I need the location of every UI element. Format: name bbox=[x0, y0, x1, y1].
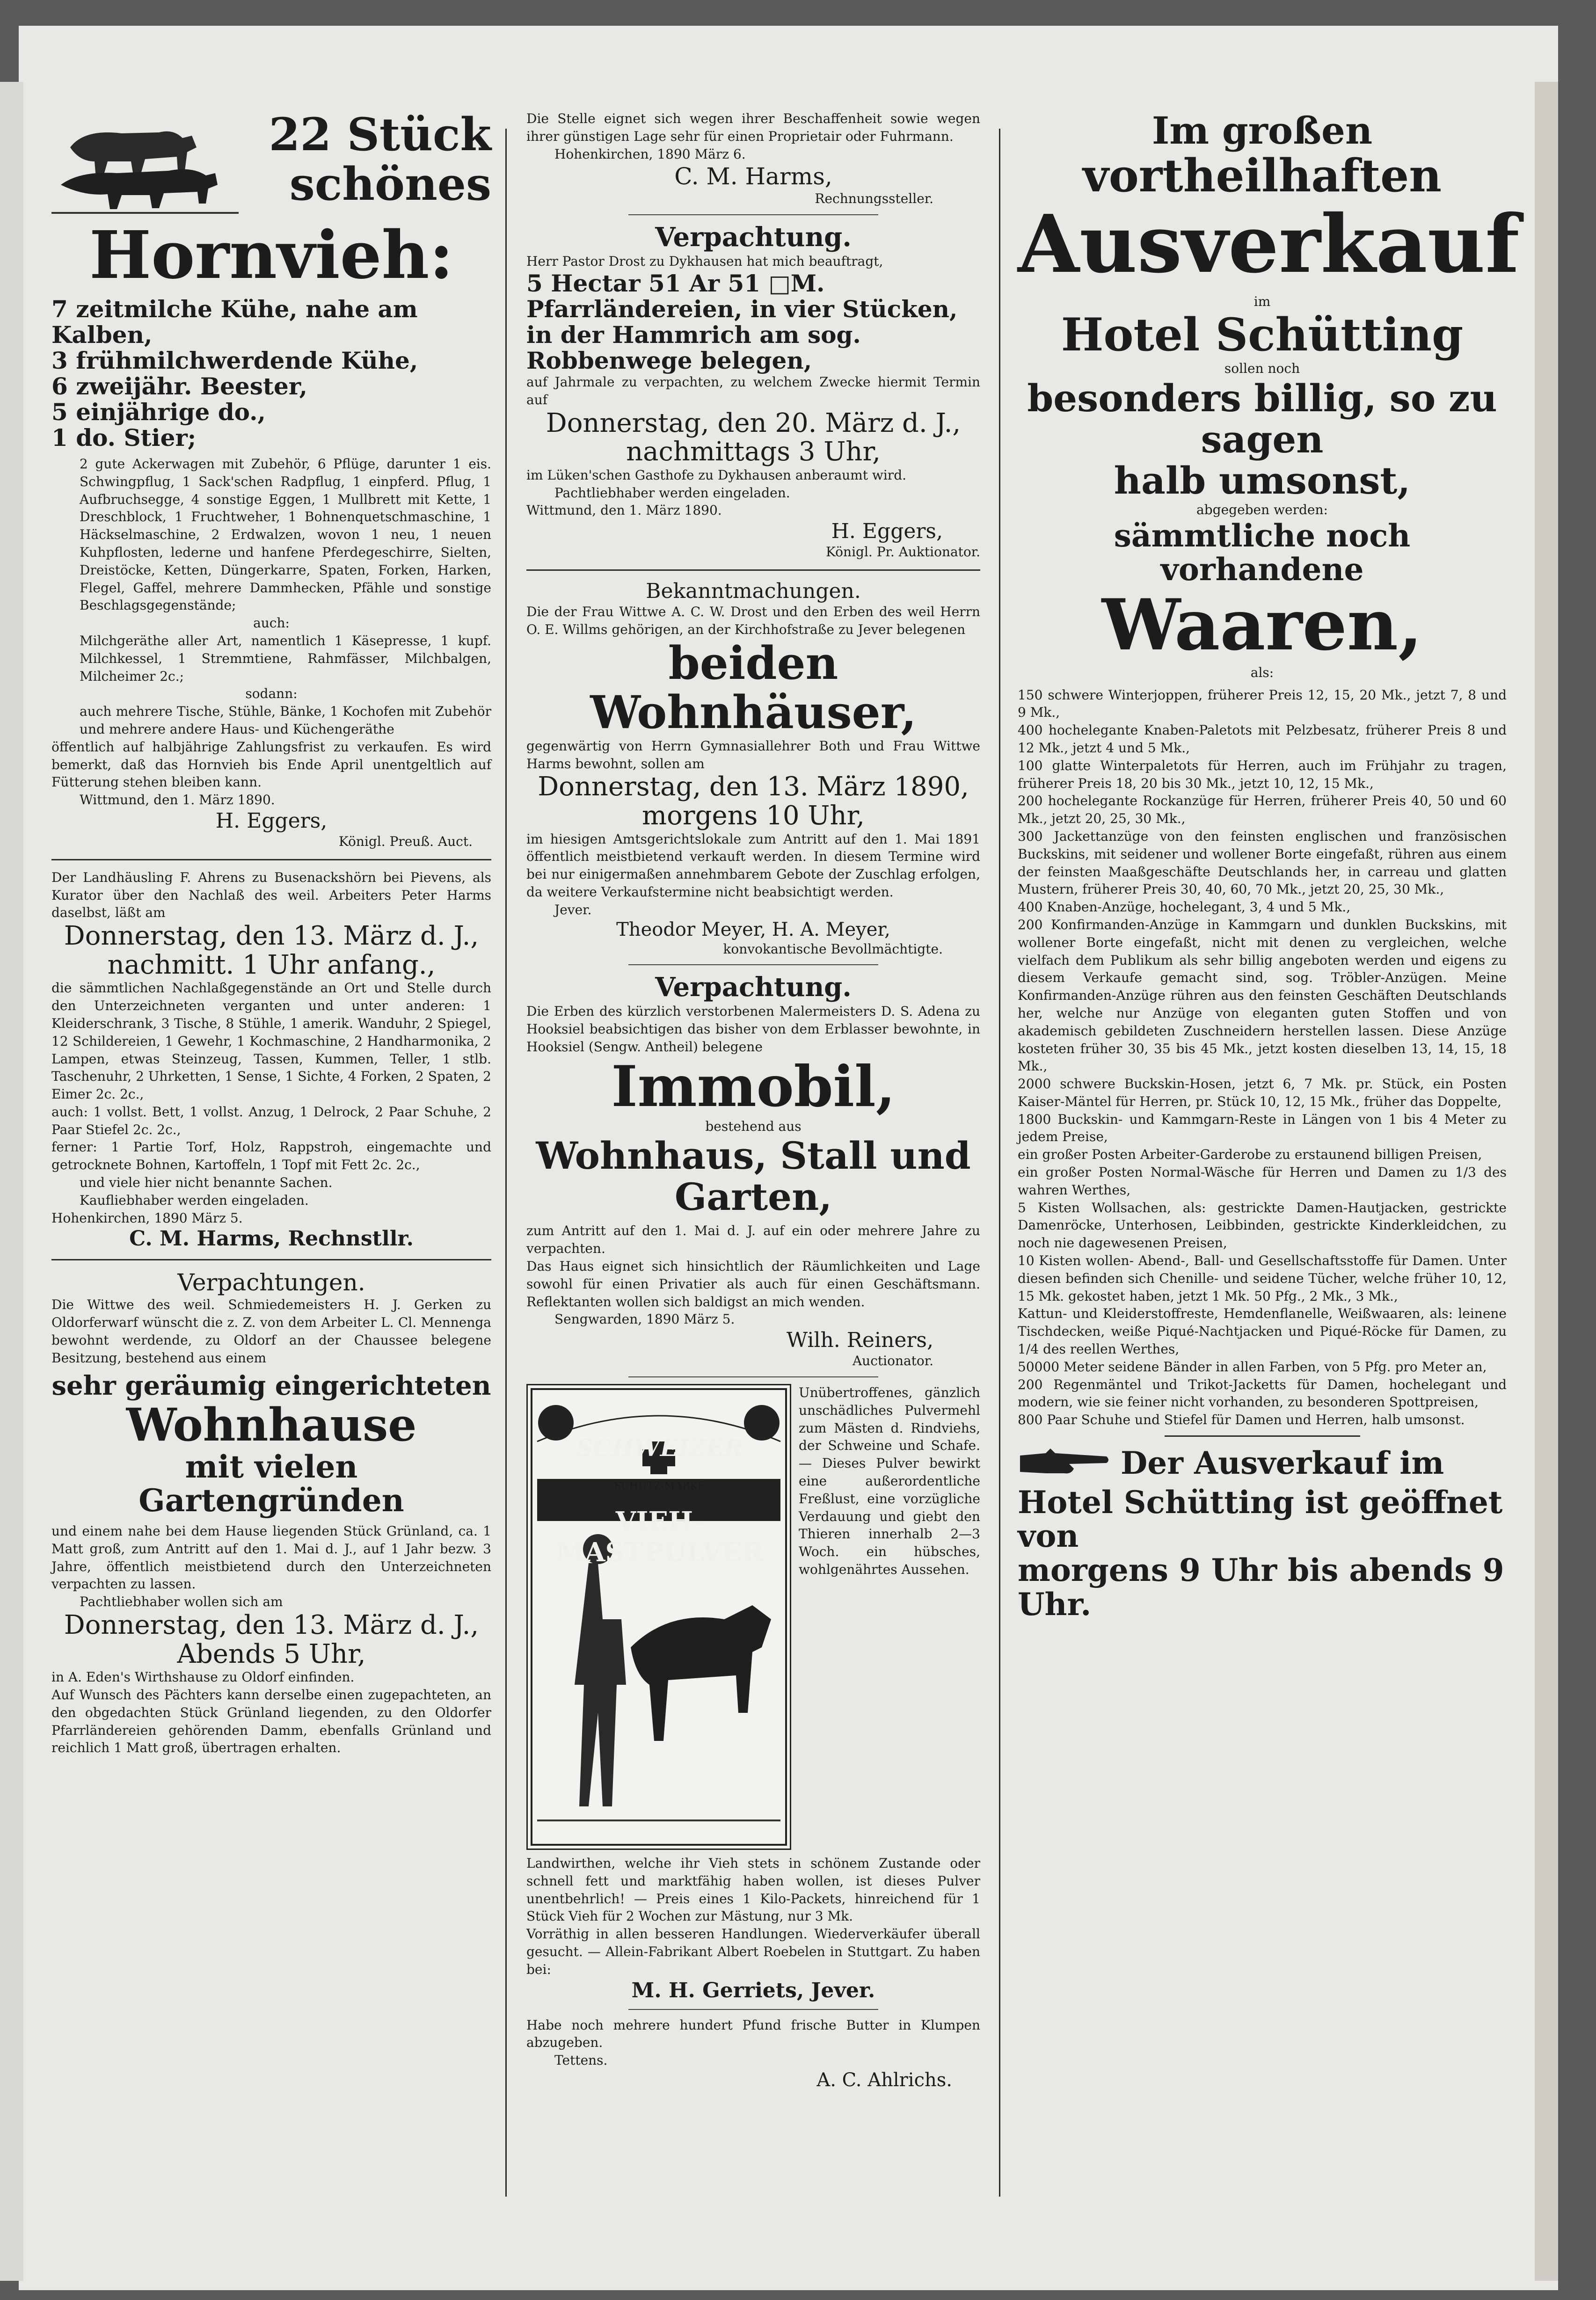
nachlass-date: Donnerstag, den 13. März d. J., bbox=[64, 921, 479, 952]
ausverkauf-item: 150 schwere Winterjoppen, früherer Preis 12, 15, 20 Mk., jetzt 7, 8 und 9 Mk., bbox=[1018, 687, 1507, 721]
divider bbox=[1165, 1435, 1360, 1437]
right-page-edge bbox=[1535, 82, 1558, 2281]
nachlass-ad bbox=[51, 869, 491, 1251]
ausverkauf-abgegeben: abgegeben werden: bbox=[1196, 502, 1328, 517]
nachlass-text: Kaufliebhaber werden eingeladen. bbox=[80, 1192, 309, 1208]
ausverkauf-im: im bbox=[1253, 293, 1271, 309]
verpachtung-date: Donnerstag, den 20. März d. J., bbox=[546, 408, 961, 438]
ausverkauf-item: 10 Kisten wollen- Abend-, Ball- und Gesellschaftsstoffe für Damen. Unter diesen befinden sich Chenille- und seidene Tücher, welche früher 10, 12, 15 Mk. gekostet haben, jetzt 1 Mk. 50 Pfg., 2 Mk., 3 Mk., bbox=[1018, 1253, 1507, 1304]
ausverkauf-item: 50000 Meter seidene Bänder in allen Farben, von 5 Pfg. pro Meter an, bbox=[1018, 1359, 1487, 1375]
verpachtungen-text: in A. Eden's Wirthshause zu Oldorf einfinden. bbox=[51, 1669, 355, 1685]
divider bbox=[51, 859, 491, 860]
bekanntmachungen-signature-title: konvokantische Bevollmächtigte. bbox=[723, 941, 943, 957]
verpachtungen-head: sehr geräumig eingerichteten bbox=[51, 1370, 491, 1401]
hornvieh-item: 3 frühmilchwerdende Kühe, bbox=[51, 347, 418, 374]
hornvieh-item: 5 einjährige do., bbox=[51, 398, 266, 426]
mastpulver-text: Landwirthen, welche ihr Vieh stets in schönem Zustande oder schnell fett und marktfähig haben wollen, ist dieses Pulver unentbehrlich! — Preis eines 1 Kilo-Packets, hinreichend für 1 Stück Vieh für 2 Wochen zur Mästung, nur 3 Mk. bbox=[526, 1856, 980, 1924]
bekanntmachungen-ad bbox=[526, 579, 980, 958]
nachlass-ferner: ferner: 1 Partie Torf, Holz, Rappstroh, eingemachte und getrocknete Bohnen, Kartoffeln, 1 Topf mit Fett 2c. 2c., bbox=[51, 1139, 491, 1173]
verpachtung-place: Wittmund, den 1. März 1890. bbox=[526, 502, 722, 518]
verpachtung-signature: H. Eggers, bbox=[831, 519, 943, 544]
butter-ad bbox=[526, 2016, 980, 2091]
mastpulver-brand: SCHWEIZER bbox=[576, 1434, 743, 1462]
column-rule bbox=[505, 129, 507, 2197]
verpachtungen-time: Abends 5 Uhr, bbox=[177, 1638, 366, 1669]
mastpulver-text: Vorräthig in allen besseren Handlungen. Wiederverkäufer überall gesucht. — Allein-Fabrikant Albert Roebelen in Stuttgart. Zu haben bei: bbox=[526, 1926, 980, 1977]
verpachtungen-title: Verpachtungen. bbox=[177, 1269, 365, 1296]
divider bbox=[628, 214, 878, 215]
hornvieh-auch: auch: bbox=[253, 615, 290, 631]
divider bbox=[526, 569, 980, 571]
verpachtung-text: im Lüken'schen Gasthofe zu Dykhausen anberaumt wird. bbox=[526, 467, 907, 483]
verpachtung2-text: zum Antritt auf den 1. Mai d. J. auf ein oder mehrere Jahre zu verpachten. bbox=[526, 1223, 980, 1257]
ausverkauf-item: 200 Regenmäntel und Trikot-Jacketts für Damen, hochelegant und modern, wie sie feiner nicht vorhanden, zu besonderen Spottpreisen, bbox=[1018, 1376, 1507, 1410]
verpachtung2-text: Die Erben des kürzlich verstorbenen Malermeisters D. S. Adena zu Hooksiel beabsichtigen das bisher von dem Erblasser bewohnte, in Hooksiel (Sengw. Antheil) belegene bbox=[526, 1004, 980, 1055]
verpachtung-time: nachmittags 3 Uhr, bbox=[626, 437, 881, 467]
mastpulver-brand2: VIEH-MASTPULVER bbox=[556, 1506, 764, 1568]
footer-line3: morgens 9 Uhr bis abends 9 Uhr. bbox=[1018, 1552, 1504, 1623]
nachlass-time: nachmitt. 1 Uhr anfang., bbox=[107, 949, 436, 980]
bekanntmachungen-signature: Theodor Meyer, H. A. Meyer, bbox=[616, 918, 890, 940]
hornvieh-item: 1 do. Stier; bbox=[51, 424, 197, 451]
verpachtungen-text: und einem nahe bei dem Hause liegenden Stück Grünland, ca. 1 Matt groß, zum Antritt auf den 1. Mai d. J., auf 1 Jahr bezw. 3 Jahre, öffentlich meistbietend durch den Unterzeichneten verpachten zu lassen. bbox=[51, 1523, 491, 1592]
nachlass-auch: auch: 1 vollst. Bett, 1 vollst. Anzug, 1 Delrock, 2 Paar Schuhe, 2 Paar Stiefel 2c. 2c., bbox=[51, 1104, 491, 1137]
verpachtung2-signature-title: Auctionator. bbox=[852, 1353, 933, 1369]
verpachtungen-text: Die Wittwe des weil. Schmiedemeisters H. J. Gerken zu Oldorferwarf wünscht die z. Z. von dem Arbeiter L. Cl. Mennenga bewohnt werdende, zu Oldorf an der Chaussee belegene Besitzung, bestehend aus einem bbox=[51, 1297, 491, 1366]
mastpulver-ad bbox=[526, 1384, 980, 2002]
divider bbox=[628, 2009, 878, 2010]
mastpulver-dealer: M. H. Gerriets, Jever. bbox=[631, 1978, 875, 2002]
bekanntmachungen-text: Die der Frau Wittwe A. C. W. Drost und den Erben des weil Herrn O. E. Willms gehörigen, an der Kirchhofstraße zu Jever belegenen bbox=[526, 604, 980, 637]
nachlass-text: und viele hier nicht benannte Sachen. bbox=[80, 1175, 333, 1191]
divider bbox=[628, 1376, 878, 1377]
pointing-hand-icon bbox=[1018, 1446, 1111, 1485]
hornvieh-count: 22 Stück bbox=[269, 108, 491, 161]
ausverkauf-waaren: Waaren, bbox=[1101, 583, 1423, 666]
ausverkauf-item: ein großer Posten Normal-Wäsche für Herren und Damen zu 1/3 des wahren Werthes, bbox=[1018, 1165, 1507, 1198]
butter-place: Tettens. bbox=[554, 2053, 608, 2068]
verpachtung2-ad bbox=[526, 972, 980, 1370]
hornvieh-ad bbox=[51, 110, 491, 851]
verpachtung2-sub: bestehend aus bbox=[705, 1118, 802, 1134]
ausverkauf-footer bbox=[1018, 1446, 1507, 1621]
ausverkauf-item: 400 hochelegante Knaben-Paletots mit Pelzbesatz, früherer Preis 8 und 12 Mk., jetzt 4 und 5 Mk., bbox=[1018, 722, 1507, 756]
stelle-text: Die Stelle eignet sich wegen ihrer Beschaffenheit sowie wegen ihrer günstigen Lage sehr für einen Proprietair oder Fuhrmann. bbox=[526, 111, 980, 144]
bekanntmachungen-date: Donnerstag, den 13. März 1890, bbox=[538, 772, 969, 802]
hornvieh-signature: H. Eggers, bbox=[215, 808, 328, 833]
left-page-edge bbox=[0, 82, 23, 2281]
ausverkauf-als: als: bbox=[1250, 664, 1274, 680]
verpachtungen-head: Wohnhause bbox=[126, 1398, 417, 1452]
ausverkauf-item: 2000 schwere Buckskin-Hosen, jetzt 6, 7 Mk. pr. Stück, ein Posten Kaiser-Mäntel für Herren, pr. Stück 10, 12, 15 Mk., früher das Doppelte, bbox=[1018, 1076, 1507, 1109]
verpachtungen-text: Auf Wunsch des Pächters kann derselbe einen zugepachteten, an den obgedachten Stück Grünland liegenden, zu den Oldorfer Pfarrländereien gehörenden Damm, ebenfalls Grünland und reichlich 1 Matt groß, übertragen erhalten. bbox=[51, 1687, 491, 1756]
hornvieh-item: 6 zweijähr. Beester, bbox=[51, 372, 307, 400]
stelle-signature: C. M. Harms, bbox=[674, 163, 832, 190]
divider bbox=[51, 1259, 491, 1260]
ausverkauf-item: 1800 Buckskin- und Kammgarn-Reste in Längen von 1 bis 4 Meter zu jedem Preise, bbox=[1018, 1111, 1507, 1145]
ausverkauf-item: 300 Jackettanzüge von den feinsten englischen und französischen Buckskins, mit seidener und wollener Borte eingefaßt, rühren aus einem der feinsten Maaßgeschäfte Deutschlands her, in carreau und glatten Mustern, früherer Preis 30, 40, 60, 70 Mk., jetzt 20, 25, 30 Mk., bbox=[1018, 828, 1507, 897]
bekanntmachungen-text: im hiesigen Amtsgerichtslokale zum Antritt auf den 1. Mai 1891 öffentlich meistbietend verkauft werden. In diesem Termine wird bei nur einigermaßen annehmbarem Gebote der Zuschlag erfolgen, da weitere Verkaufstermine nicht beabsichtigt werden. bbox=[526, 831, 980, 900]
mastpulver-side: Unübertroffenes, gänzlich unschädliches Pulvermehl zum Mästen d. Rindviehs, der Schweine und Schafe. — Dieses Pulver bewirkt eine außerordentliche Freßlust, eine vorzügliche Verdauung und giebt den Thieren innerhalb 2—3 Woch. ein hübsches, wohlgenährtes Aussehen. bbox=[799, 1385, 980, 1578]
ausverkauf-item: ein großer Posten Arbeiter-Garderobe zu erstaunend billigen Preisen, bbox=[1018, 1147, 1482, 1163]
verpachtung2-title: Verpachtung. bbox=[655, 972, 852, 1003]
ausverkauf-head5: halb umsonst, bbox=[1114, 458, 1411, 502]
hornvieh-text: auch mehrere Tische, Stühle, Bänke, 1 Kochofen mit Zubehör und mehrere andere Haus- und Küchengeräthe bbox=[80, 704, 491, 737]
ausverkauf-item: 100 glatte Winterpaletots für Herren, auch im Frühjahr zu tragen, früherer Preis 18, 20 bis 30 Mk., jetzt 10, 12, 15 Mk., bbox=[1018, 757, 1507, 791]
verpachtung2-signature: Wilh. Reiners, bbox=[786, 1328, 933, 1353]
divider bbox=[628, 964, 878, 965]
hornvieh-text: öffentlich auf halbjährige Zahlungsfrist zu verkaufen. Es wird bemerkt, daß das Hornvieh bis Ende April unentgeltlich auf Fütterung stehen bleiben kann. bbox=[51, 739, 491, 790]
verpachtung-ad bbox=[526, 222, 980, 561]
stelle-signature-title: Rechnungssteller. bbox=[815, 191, 933, 207]
newspaper-page bbox=[19, 26, 1558, 2290]
verpachtung-text: Pachtliebhaber werden eingeladen. bbox=[554, 485, 790, 501]
hornvieh-sodann: sodann: bbox=[245, 686, 298, 702]
stelle-ad bbox=[526, 110, 980, 208]
bekanntmachungen-title: Bekanntmachungen. bbox=[646, 579, 861, 603]
ausverkauf-item: Kattun- und Kleiderstoffreste, Hemdenflanelle, Weißwaaren, als: leinene Tischdecken, weiße Piqué-Nachtjacken und Piqué-Röcke für Damen, zu 1/4 des reellen Werthes, bbox=[1018, 1306, 1507, 1357]
nachlass-signature: C. M. Harms, Rechnstllr. bbox=[129, 1227, 414, 1251]
column-rule bbox=[999, 129, 1000, 2197]
footer-line1: Der Ausverkauf im bbox=[1121, 1445, 1444, 1482]
verpachtung2-place: Sengwarden, 1890 März 5. bbox=[554, 1311, 735, 1327]
verpachtungen-head: mit vielen Gartengründen bbox=[138, 1448, 404, 1519]
hornvieh-text: Milchgeräthe aller Art, namentlich 1 Käsepresse, 1 kupf. Milchkessel, 1 Stremmtiene, Rahmfässer, Milchbalgen, Milcheimer 2c.; bbox=[80, 633, 491, 684]
ausverkauf-item: 400 Knaben-Anzüge, hochelegant, 3, 4 und 5 Mk., bbox=[1018, 899, 1351, 915]
stelle-place: Hohenkirchen, 1890 März 6. bbox=[554, 146, 746, 162]
verpachtung-bold: 5 Hectar 51 Ar 51 □M. Pfarrländereien, in vier Stücken, in der Hammrich am sog. Robbenwege belegen, bbox=[526, 269, 958, 374]
hornvieh-count2: schönes bbox=[289, 157, 491, 211]
ausverkauf-item: 5 Kisten Wollsachen, als: gestrickte Damen-Hautjacken, gestrickte Damenröcke, Unterhosen, Leibbinden, gestrickte Kinderkleidchen, zu noch nie dagewesenen Preisen, bbox=[1018, 1200, 1507, 1251]
ausverkauf-item: 200 hochelegante Rockanzüge für Herren, früherer Preis 40, 50 und 60 Mk., jetzt 20, 25, 30 Mk., bbox=[1018, 793, 1507, 827]
column-3 bbox=[1018, 109, 1520, 1623]
ausverkauf-head4: besonders billig, so zu sagen bbox=[1027, 376, 1497, 461]
column-1 bbox=[51, 110, 491, 1757]
nachlass-text: die sämmtlichen Nachlaßgegenstände an Ort und Stelle durch den Unterzeichneten verganten und unter anderen: 1 Kleiderschrank, 3 Tische, 8 Stühle, 1 amerik. Wanduhr, 2 Spiegel, 12 Schildereien, 1 Gewehr, 1 Kochmaschine, 2 Handharmonika, 2 Lampen, etwas Steinzeug, Tassen, Kummen, Teller, 1 stlb. Taschenuhr, 2 Uhrketten, 1 Sense, 1 Sichte, 4 Forken, 2 Spaten, 2 Eimer 2c. 2c., bbox=[51, 980, 491, 1102]
column-2 bbox=[526, 110, 980, 2091]
ausverkauf-head6: sämmtliche noch vorhandene bbox=[1114, 517, 1411, 588]
hornvieh-text: 2 gute Ackerwagen mit Zubehör, 6 Pflüge, darunter 1 eis. Schwingpflug, 1 Sack'schen Radpflug, 1 einpferd. Pflug, 1 Aufbruchsegge, 4 sonstige Eggen, 1 Mullbrett mit Kette, 1 Dreschblock, 1 Fruchtweher, 1 Bohnenquetschmaschine, 1 Häckselmaschine, 2 Erdwalzen, wovon 1 neu, 1 neuen Kuhpflosten, lederne und hanfene Pferdegeschirre, Sielten, Dreistöcke, Ketten, Düngerkarre, Spaten, Forken, Harken, Flegel, Gaffel, mehrere Dammhecken, Pfähle und sonstige Beschlagsgegenstände; bbox=[80, 456, 491, 613]
hornvieh-place: Wittmund, den 1. März 1890. bbox=[80, 792, 275, 808]
butter-signature: A. C. Ahlrichs. bbox=[816, 2069, 952, 2091]
hornvieh-item: 7 zeitmilche Kühe, nahe am Kalben, bbox=[51, 295, 418, 349]
hotel-name: Hotel Schütting bbox=[1061, 308, 1464, 362]
ausverkauf-head2: vortheilhaften bbox=[1082, 149, 1442, 202]
nachlass-place: Hohenkirchen, 1890 März 5. bbox=[51, 1210, 243, 1226]
bekanntmachungen-text: gegenwärtig von Herrn Gymnasiallehrer Both und Frau Wittwe Harms bewohnt, sollen am bbox=[526, 738, 980, 772]
verpachtung2-head2: Wohnhaus, Stall und Garten, bbox=[536, 1134, 971, 1219]
mastpulver-brand-small: SCHUTZ-MARKE bbox=[614, 1480, 706, 1492]
ausverkauf-item: 800 Paar Schuhe und Stiefel für Damen und Herren, halb umsonst. bbox=[1018, 1412, 1465, 1428]
bekanntmachungen-head: beiden Wohnhäuser, bbox=[590, 636, 917, 739]
verpachtung-text: auf Jahrmale zu verpachten, zu welchem Zwecke hiermit Termin auf bbox=[526, 374, 980, 408]
verpachtungen-ad bbox=[51, 1269, 491, 1757]
verpachtung-title: Verpachtung. bbox=[655, 222, 852, 253]
cattle-icon bbox=[51, 110, 239, 219]
ausverkauf-title: Ausverkauf bbox=[1018, 197, 1520, 291]
ausverkauf-sollen: sollen noch bbox=[1224, 360, 1300, 376]
butter-text: Habe noch mehrere hundert Pfund frische Butter in Klumpen abzugeben. bbox=[526, 2017, 980, 2051]
verpachtung-signature-title: Königl. Pr. Auktionator. bbox=[826, 544, 980, 560]
verpachtung-text: Herr Pastor Drost zu Dykhausen hat mich beauftragt, bbox=[526, 254, 883, 269]
ausverkauf-head1: Im großen bbox=[1151, 109, 1373, 153]
verpachtungen-date: Donnerstag, den 13. März d. J., bbox=[64, 1610, 479, 1641]
footer-line2: Hotel Schütting ist geöffnet von bbox=[1018, 1484, 1503, 1555]
verpachtung2-text: Das Haus eignet sich hinsichtlich der Räumlichkeiten und Lage sowohl für einen Privatier als auch für einen Geschäftsmann. Reflektanten wollen sich baldigst an mich wenden. bbox=[526, 1259, 980, 1310]
bekanntmachungen-time: morgens 10 Uhr, bbox=[642, 800, 865, 831]
ausverkauf-item: 200 Konfirmanden-Anzüge in Kammgarn und dunklen Buckskins, mit wollener Borte eingefaßt, nicht mit denen zu vergleichen, welche vielfach dem Publikum als sehr billig angeboten werden und eigens zu diesem Verkaufe gemacht sind, sog. Tröbler-Anzügen. Meine Konfirmanden-Anzüge rühren aus den feinsten Geschäften Deutschlands her, welche nur Anzüge von eleganten guten Stoffen und von akademisch gebildeten Zuschneidern herstellen lassen. Diese Anzüge kosteten früher 30, 35 bis 45 Mk., jetzt kosten dieselben 13, 14, 15, 18 Mk., bbox=[1018, 917, 1507, 1074]
hornvieh-title: Hornvieh: bbox=[89, 217, 454, 294]
verpachtungen-text: Pachtliebhaber wollen sich am bbox=[80, 1594, 283, 1610]
verpachtung2-head: Immobil, bbox=[611, 1053, 896, 1120]
bekanntmachungen-place: Jever. bbox=[554, 902, 592, 917]
nachlass-intro: Der Landhäusling F. Ahrens zu Busenackshörn bei Pievens, als Kurator über den Nachlaß des weil. Arbeiters Peter Harms daselbst, läßt am bbox=[51, 869, 491, 921]
hornvieh-signature-title: Königl. Preuß. Auct. bbox=[338, 833, 473, 849]
